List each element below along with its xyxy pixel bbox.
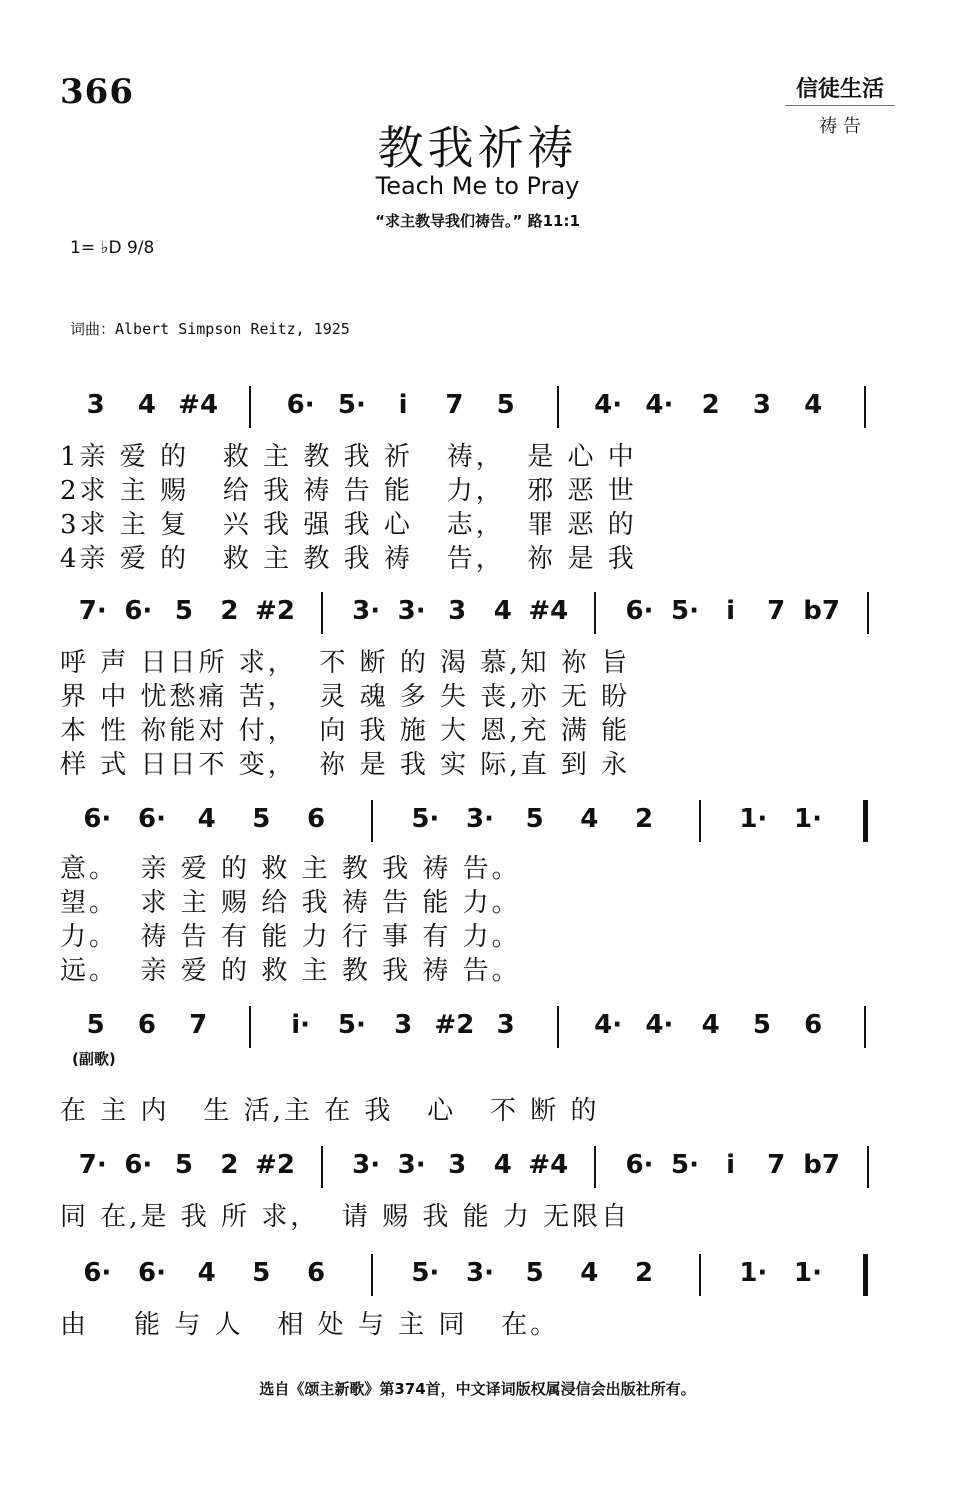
note: 5 [752,1010,771,1040]
note: 2 [634,1258,654,1288]
final-barline [863,1254,868,1296]
note: #4 [528,596,569,626]
note: 4 [580,804,599,834]
scripture-reference: “求主教导我们祷告。” 路11:1 [375,212,580,230]
category-label: 信徒生活 [785,72,895,106]
barline [249,1006,251,1048]
note: i· [291,1010,311,1040]
key-signature: 1= ♭D 9/8 [70,238,155,258]
note: 5 [252,1258,271,1288]
note: 4 [804,390,823,420]
barline [321,1146,323,1188]
barline [699,800,701,842]
note: 5 [174,596,193,626]
notation-row [60,1150,900,1184]
title-english: Teach Me to Pray [375,172,580,200]
note: 6· [83,804,112,834]
barline [557,386,559,428]
note: 7· [78,596,107,626]
note: 7· [78,1150,107,1180]
note: 6 [137,1010,156,1040]
note: 4· [645,1010,674,1040]
copyright-footer: 选自《颂主新歌》第374首，中文译词版权属浸信会出版社所有。 [259,1380,696,1398]
barline [249,386,251,428]
note: 4 [197,1258,216,1288]
note: 7 [767,596,786,626]
barline [594,592,596,634]
note: 7 [189,1010,208,1040]
notation-row [60,596,900,630]
note: 2 [220,596,239,626]
note: 3· [466,1258,494,1288]
lyric-line: 1亲 爱 的 救 主 教 我 祈 祷， 是 心 中 [60,442,637,472]
note: 7 [767,1150,786,1180]
note: 4 [137,390,156,420]
note: 5· [337,390,366,420]
barline [594,1146,596,1188]
subcategory-label: 祷 告 [819,116,861,137]
lyric-line: 远。 亲 爱 的 救 主 教 我 祷 告。 [60,956,521,986]
note: 3· [352,596,381,626]
note: b7 [803,1150,840,1180]
note: 4· [594,390,623,420]
barline [699,1254,701,1296]
note: 4 [493,1150,512,1180]
note: 3· [466,804,494,834]
note: 3· [397,1150,426,1180]
note: 2 [701,390,720,420]
note: 4· [594,1010,623,1040]
note: 3 [448,1150,467,1180]
note: 1· [794,1258,822,1288]
note: 4· [645,390,674,420]
note: 5· [411,804,440,834]
note: b7 [803,596,840,626]
notation-row [60,390,900,424]
hymn-number: 366 [60,72,134,112]
lyric-line: 呼 声 日日所 求， 不 断 的 渴 慕,知 祢 旨 [60,648,631,678]
note: i [726,1150,735,1180]
note: #2 [434,1010,475,1040]
note: 5· [411,1258,440,1288]
note: #4 [178,390,219,420]
note: 3 [496,1010,515,1040]
lyric-line: 力。 祷 告 有 能 力 行 事 有 力。 [60,922,521,952]
note: i [726,596,735,626]
title-chinese: 教我祈祷 [377,121,578,175]
note: 6· [286,390,315,420]
note: i [398,390,408,420]
lyric-line: 望。 求 主 赐 给 我 祷 告 能 力。 [60,888,521,918]
note: 6 [306,804,326,834]
note: 3 [86,390,105,420]
note: 5 [496,390,515,420]
barline [867,1146,869,1188]
notation-row [60,1258,900,1292]
note: 6· [625,1150,654,1180]
note: 5 [525,1258,544,1288]
lyric-line: 3求 主 复 兴 我 强 我 心 志， 罪 恶 的 [60,510,637,540]
note: 5 [525,804,544,834]
note: 6· [138,1258,166,1288]
note: 7 [445,390,464,420]
lyric-line: 4亲 爱 的 救 主 教 我 祷 告， 祢 是 我 [60,544,637,574]
note: #4 [528,1150,569,1180]
note: 3· [397,596,426,626]
note: 3· [352,1150,381,1180]
refrain-label: (副歌) [72,1050,116,1068]
note: 4 [580,1258,599,1288]
lyric-line: 样 式 日日不 变， 祢 是 我 实 际,直 到 永 [60,750,631,780]
note: 4 [197,804,216,834]
note: 3 [394,1010,413,1040]
note: #2 [255,1150,295,1180]
note: 5· [671,596,699,626]
note: 6· [124,1150,153,1180]
note: 6 [306,1258,326,1288]
note: 4 [701,1010,720,1040]
notation-row [60,1010,900,1044]
note: 4 [493,596,512,626]
barline [864,386,866,428]
barline [867,592,869,634]
note: 3 [752,390,771,420]
note: 2 [220,1150,239,1180]
lyric-line: 在 主 内 生 活,主 在 我 心 不 断 的 [60,1096,600,1126]
barline [371,800,373,842]
barline [371,1254,373,1296]
barline [864,1006,866,1048]
lyric-line: 意。 亲 爱 的 救 主 教 我 祷 告。 [60,854,521,884]
note: 6· [138,804,166,834]
final-barline [863,800,868,842]
note: 5· [671,1150,699,1180]
note: 5 [86,1010,105,1040]
note: 3 [448,596,467,626]
note: #2 [255,596,295,626]
lyric-line: 同 在,是 我 所 求， 请 赐 我 能 力 无限自 [60,1202,631,1232]
author-credit: 词曲：Albert Simpson Reitz, 1925 [70,320,350,338]
note: 5· [337,1010,366,1040]
note: 1· [739,804,768,834]
lyric-line: 界 中 忧愁痛 苦， 灵 魂 多 失 丧,亦 无 盼 [60,682,631,712]
lyric-line: 2求 主 赐 给 我 祷 告 能 力， 邪 恶 世 [60,476,637,506]
note: 6· [83,1258,112,1288]
note: 5 [174,1150,193,1180]
note: 1· [739,1258,768,1288]
note: 2 [634,804,654,834]
notation-row [60,804,900,838]
note: 6· [625,596,654,626]
barline [557,1006,559,1048]
note: 5 [252,804,271,834]
barline [321,592,323,634]
lyric-line: 由 能 与 人 相 处 与 主 同 在。 [60,1310,560,1340]
note: 6 [804,1010,823,1040]
note: 6· [124,596,153,626]
lyric-line: 本 性 祢能对 付， 向 我 施 大 恩,充 满 能 [60,716,631,746]
note: 1· [794,804,822,834]
